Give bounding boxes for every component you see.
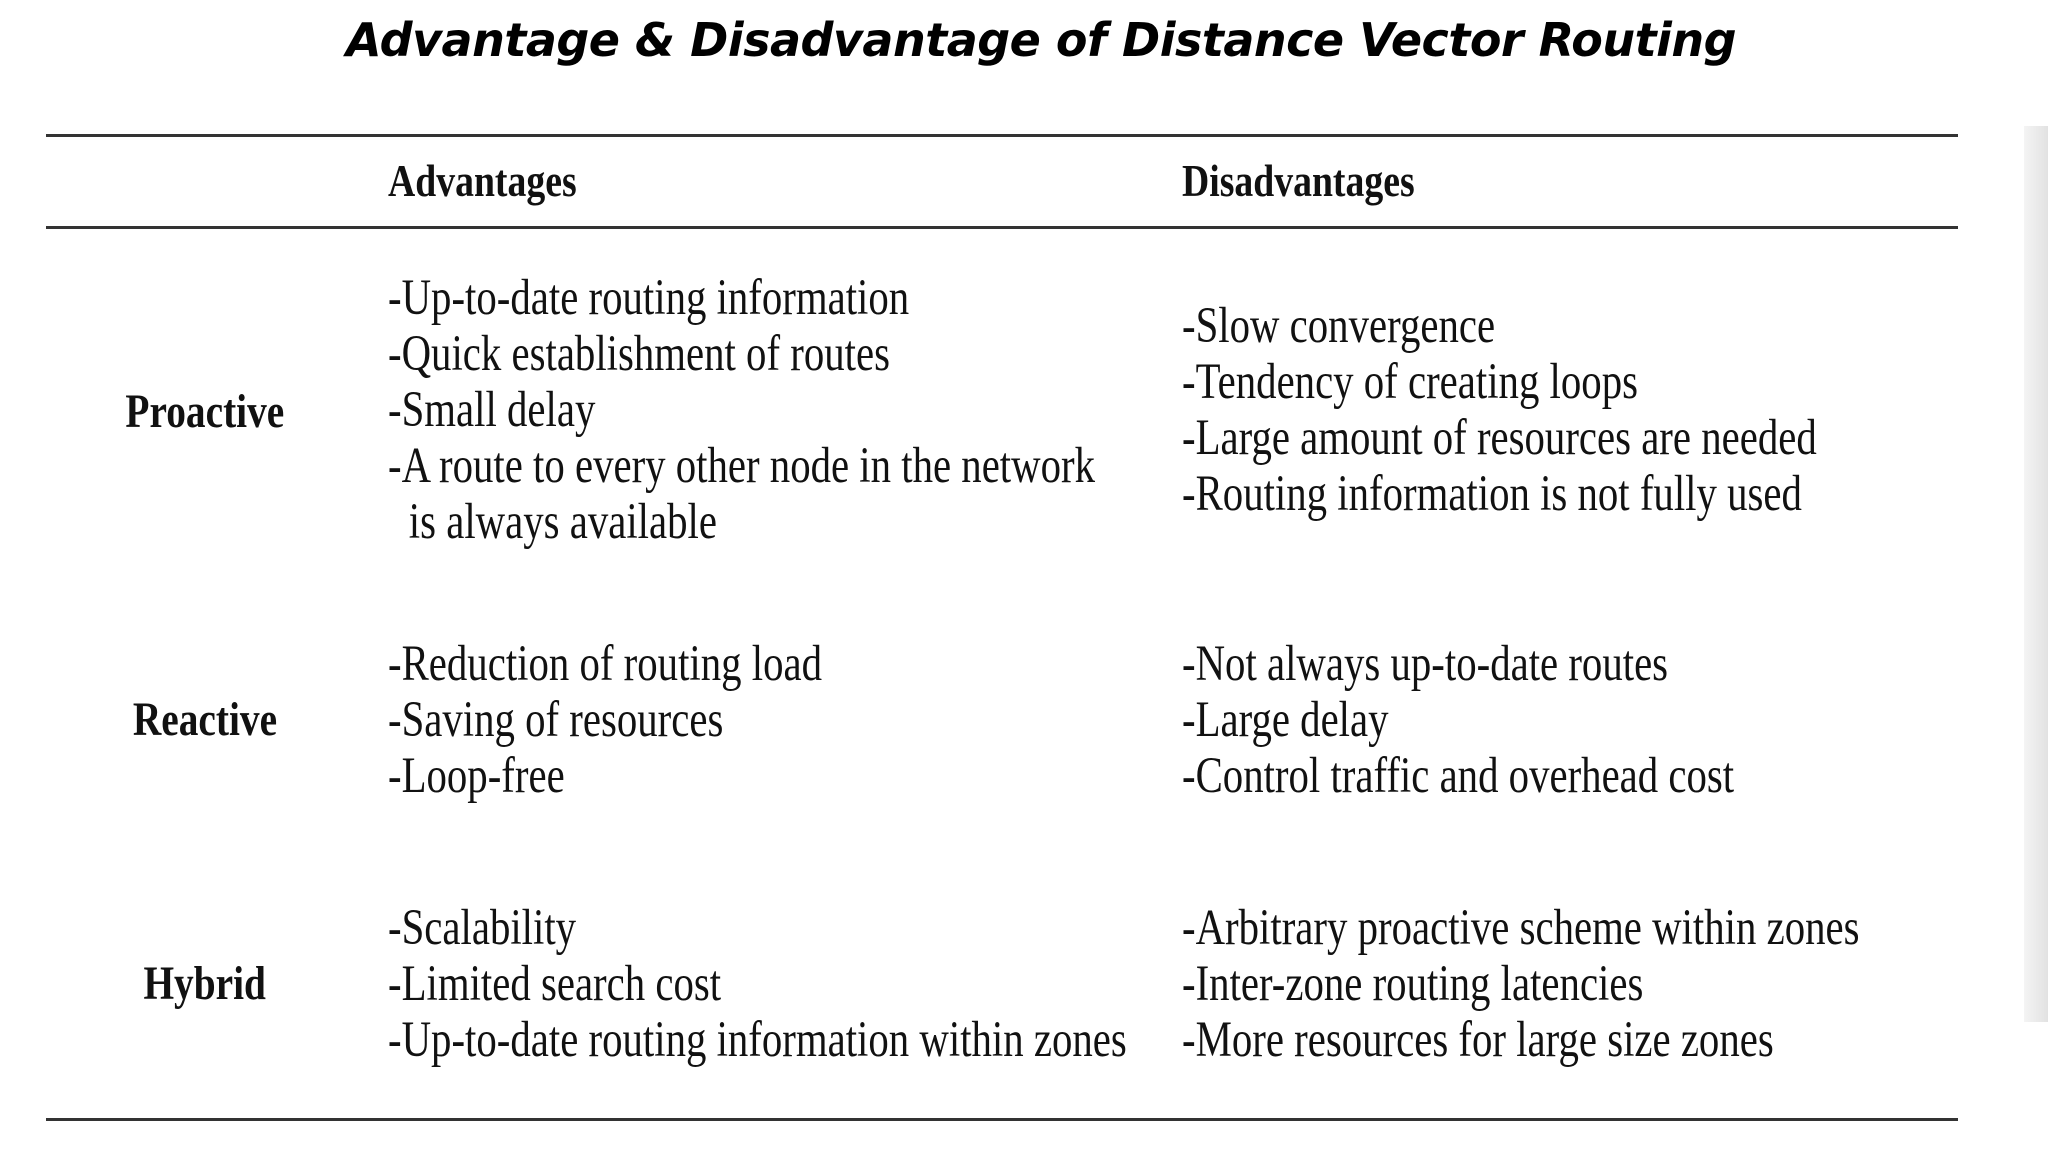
list-item: -Limited search cost [388,956,722,1012]
reactive-advantages [388,636,822,804]
list-item: -Control traffic and overhead cost [1182,748,1735,804]
side-shadow [2024,126,2048,1022]
list-item: -Slow convergence [1182,298,1496,354]
hybrid-advantages [388,900,1127,1068]
list-item: -Quick establishment of routes [388,326,890,382]
list-item: -Inter-zone routing latencies [1182,956,1644,1012]
list-item: -Scalability [388,900,577,956]
list-item: -Large amount of resources are needed [1182,410,1817,466]
row-label-reactive: Reactive [132,693,278,746]
row-label-proactive: Proactive [125,385,285,438]
list-item: -Loop-free [388,748,565,804]
proactive-disadvantages [1182,298,1817,522]
list-item: -Small delay [388,382,596,438]
list-item: is always available [408,494,717,550]
list-item: -Up-to-date routing information [388,270,910,326]
column-header-disadvantages: Disadvantages [1182,154,1415,206]
list-item: -Arbitrary proactive scheme within zones [1182,900,1860,956]
list-item: -Large delay [1182,692,1389,748]
list-item: -Routing information is not fully used [1182,466,1802,522]
list-item: -Not always up-to-date routes [1182,636,1669,692]
list-item: -Up-to-date routing information within zones [388,1012,1127,1068]
column-header-advantages: Advantages [388,154,577,206]
list-item: -Saving of resources [388,692,724,748]
list-item: -Tendency of creating loops [1182,354,1638,410]
list-item: -A route to every other node in the network [388,438,1095,494]
hybrid-disadvantages [1182,900,1859,1068]
table-top-rule [46,134,1958,137]
row-label-hybrid: Hybrid [143,957,267,1010]
table-header-rule [46,226,1958,229]
list-item: -Reduction of routing load [388,636,822,692]
slide-title: Advantage & Disadvantage of Distance Vector Routing [345,13,1737,67]
proactive-advantages [388,270,1095,550]
reactive-disadvantages [1182,636,1734,804]
table-bottom-rule [46,1118,1958,1121]
list-item: -More resources for large size zones [1182,1012,1774,1068]
